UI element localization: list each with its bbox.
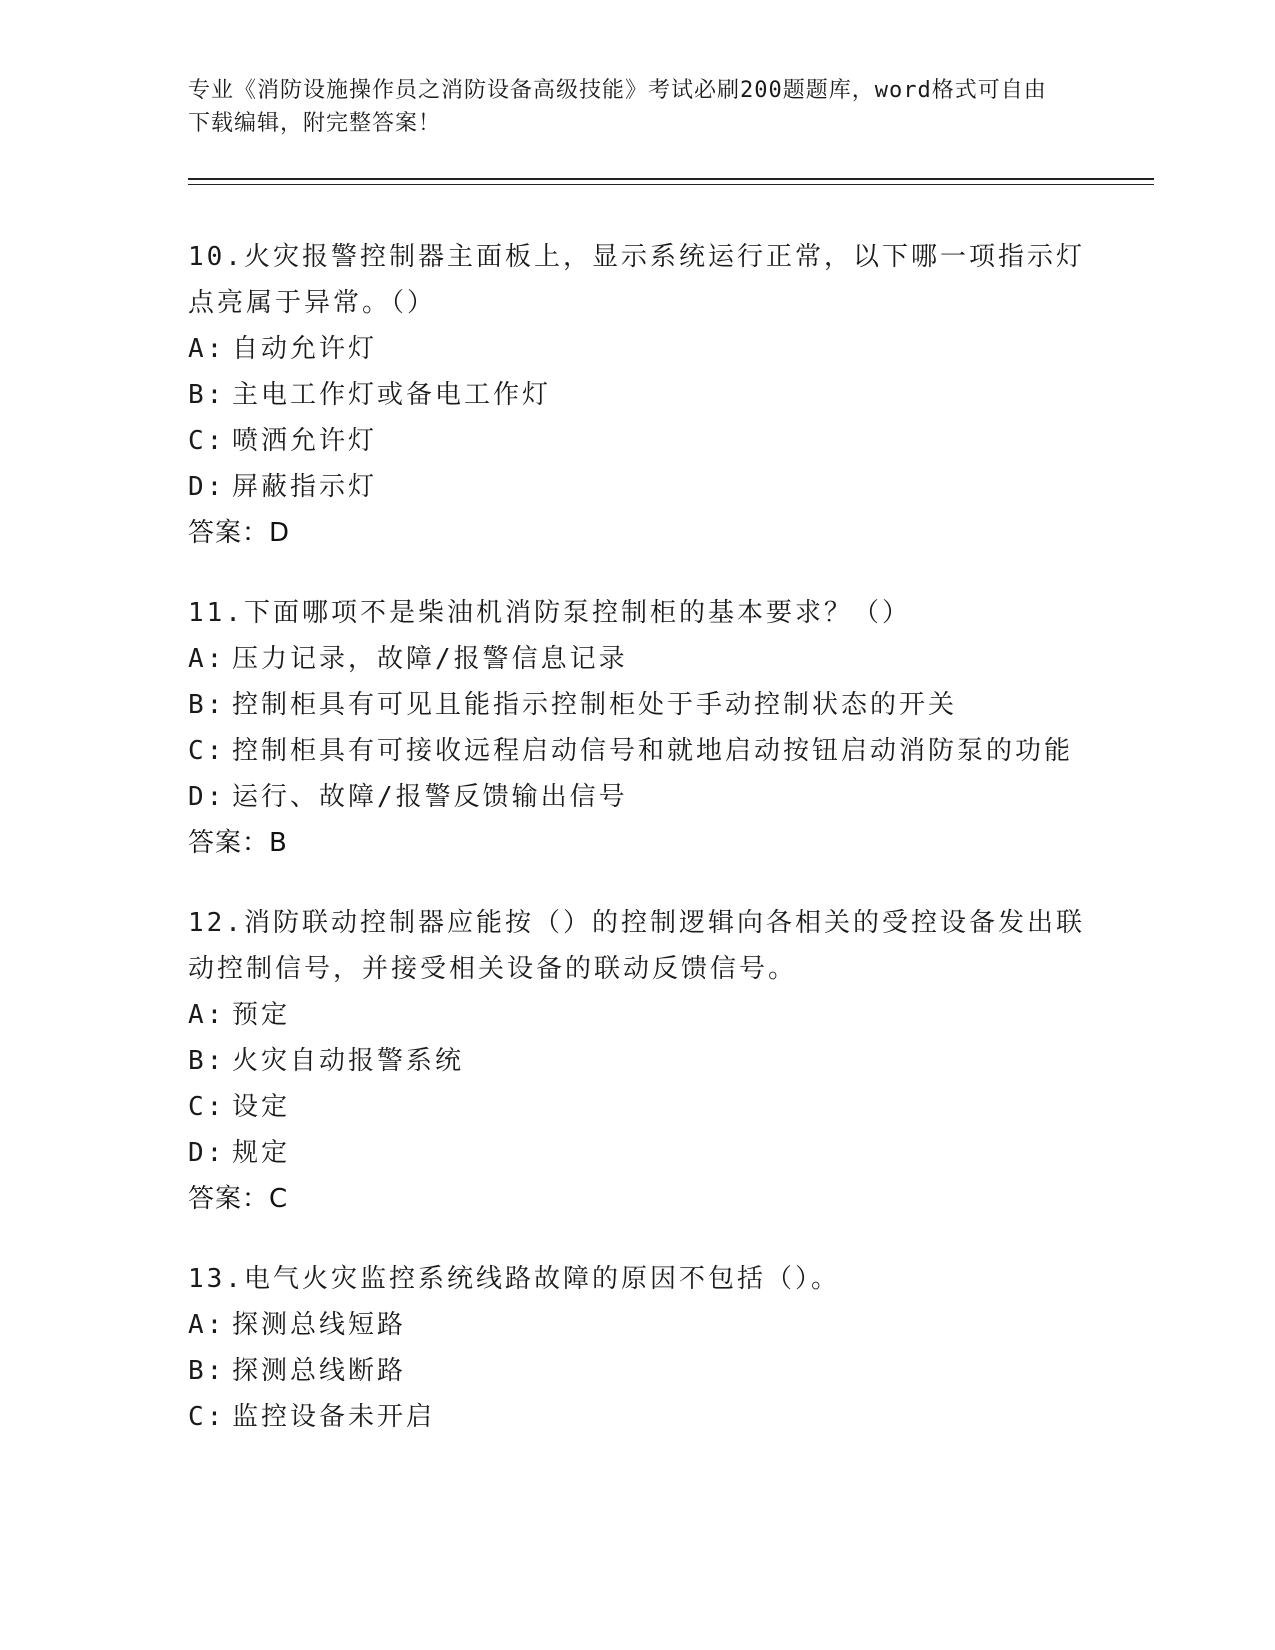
option-text: 预定 bbox=[232, 1000, 291, 1030]
option-c bbox=[188, 1394, 1088, 1440]
answer-line: 答案：C bbox=[188, 1184, 289, 1214]
question-12 bbox=[188, 900, 1088, 1222]
option-b bbox=[188, 1038, 1088, 1084]
answer-line: 答案：D bbox=[188, 518, 291, 548]
option-letter: B: bbox=[188, 1356, 226, 1386]
option-d bbox=[188, 464, 1088, 510]
option-letter: A: bbox=[188, 1000, 226, 1030]
option-text: 自动允许灯 bbox=[232, 334, 378, 364]
option-text: 屏蔽指示灯 bbox=[232, 472, 378, 502]
option-text: 设定 bbox=[232, 1092, 291, 1122]
option-text: 压力记录，故障/报警信息记录 bbox=[232, 644, 628, 674]
option-letter: C: bbox=[188, 736, 226, 766]
option-letter: B: bbox=[188, 380, 226, 410]
option-text: 喷洒允许灯 bbox=[232, 426, 378, 456]
option-text: 控制柜具有可接收远程启动信号和就地启动按钮启动消防泵的功能 bbox=[232, 736, 1074, 766]
question-stem: 10.火灾报警控制器主面板上，显示系统运行正常，以下哪一项指示灯点亮属于异常。（） bbox=[188, 242, 1085, 318]
option-text: 探测总线断路 bbox=[232, 1356, 407, 1386]
option-text: 控制柜具有可见且能指示控制柜处于手动控制状态的开关 bbox=[232, 690, 958, 720]
question-10 bbox=[188, 234, 1088, 556]
option-c bbox=[188, 418, 1088, 464]
question-13 bbox=[188, 1256, 1088, 1440]
option-letter: A: bbox=[188, 334, 226, 364]
option-text: 探测总线短路 bbox=[232, 1310, 407, 1340]
option-a bbox=[188, 326, 1088, 372]
header-divider-thin bbox=[188, 184, 1154, 185]
option-d bbox=[188, 1130, 1088, 1176]
option-a bbox=[188, 636, 1088, 682]
option-letter: B: bbox=[188, 690, 226, 720]
option-b bbox=[188, 1348, 1088, 1394]
option-text: 火灾自动报警系统 bbox=[232, 1046, 465, 1076]
option-d bbox=[188, 774, 1088, 820]
option-letter: A: bbox=[188, 1310, 226, 1340]
option-b bbox=[188, 372, 1088, 418]
option-b bbox=[188, 682, 1088, 728]
answer-line: 答案：B bbox=[188, 828, 288, 858]
question-stem: 11.下面哪项不是柴油机消防泵控制柜的基本要求？（） bbox=[188, 598, 911, 628]
option-letter: C: bbox=[188, 1092, 226, 1122]
option-c bbox=[188, 1084, 1088, 1130]
option-a bbox=[188, 1302, 1088, 1348]
option-letter: D: bbox=[188, 1138, 226, 1168]
option-a bbox=[188, 992, 1088, 1038]
question-stem: 12.消防联动控制器应能按（）的控制逻辑向各相关的受控设备发出联动控制信号，并接受相关设备的联动反馈信号。 bbox=[188, 908, 1085, 984]
option-text: 运行、故障/报警反馈输出信号 bbox=[232, 782, 628, 812]
option-text: 规定 bbox=[232, 1138, 291, 1168]
option-letter: C: bbox=[188, 1402, 226, 1432]
question-11 bbox=[188, 590, 1088, 866]
option-letter: D: bbox=[188, 782, 226, 812]
option-c bbox=[188, 728, 1088, 774]
option-text: 主电工作灯或备电工作灯 bbox=[232, 380, 552, 410]
header-divider-thick bbox=[188, 178, 1154, 180]
option-letter: A: bbox=[188, 644, 226, 674]
document-header: 专业《消防设施操作员之消防设备高级技能》考试必刷200题题库，word格式可自由下载编辑，附完整答案！ bbox=[188, 78, 1047, 136]
option-letter: C: bbox=[188, 426, 226, 456]
option-letter: B: bbox=[188, 1046, 226, 1076]
question-list bbox=[188, 234, 1088, 1474]
option-letter: D: bbox=[188, 472, 226, 502]
question-stem: 13.电气火灾监控系统线路故障的原因不包括（）。 bbox=[188, 1264, 840, 1294]
option-text: 监控设备未开启 bbox=[232, 1402, 436, 1432]
